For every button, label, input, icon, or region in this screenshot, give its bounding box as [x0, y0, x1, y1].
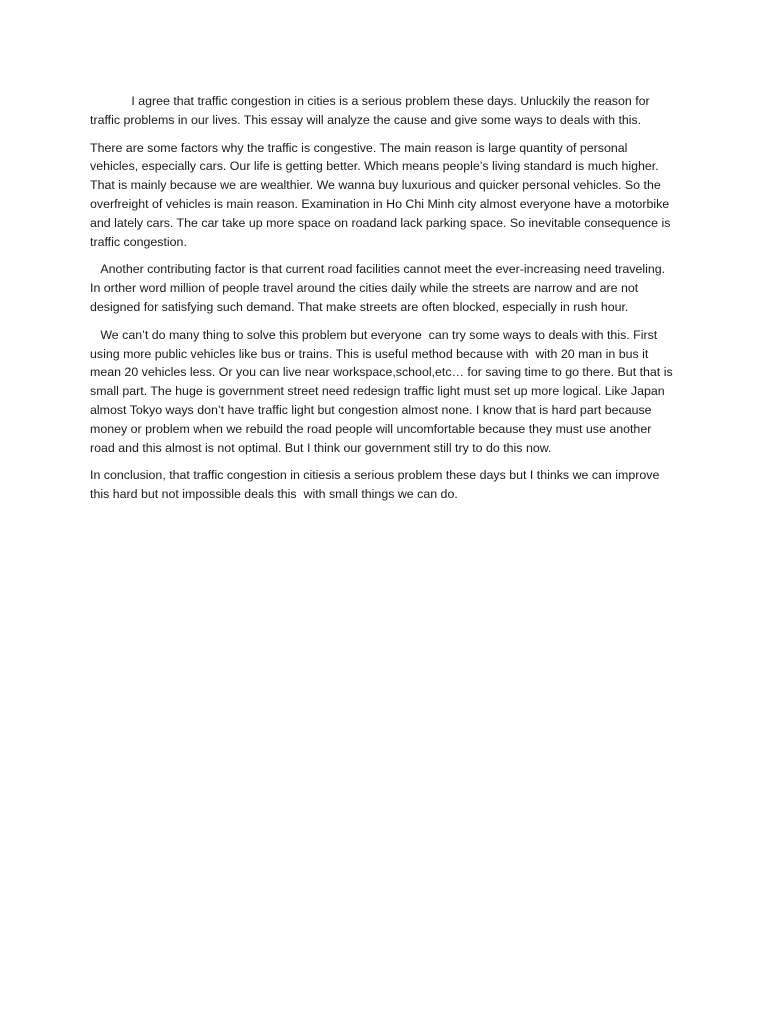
paragraph-solutions: We can’t do many thing to solve this problem but everyone can try some ways to deals with this. First using more public vehicles like bus or trains. This is useful method because with with 20 man in bus it mean 20 vehicles less. Or you can live near workspace,school,etc… for saving time to go there. But that is small part. The huge is government street need redesign traffic light must set up more logical. Like Japan almost Tokyo ways don’t have traffic light but congestion almost none. I know that is hard part because money or problem when we rebuild the road people will uncomfortable because they must use another road and this almost is not optimal. But I think our government still try to do this now.	[90, 327, 677, 455]
paragraph-intro: I agree that traffic congestion in cities is a serious problem these days. Unluckily the reason for traffic problems in our lives. This essay will analyze the cause and give some ways to deals with this.	[90, 94, 654, 127]
paragraph-causes: There are some factors why the traffic is congestive. The main reason is large quantity of personal vehicles, especially cars. Our life is getting better. Which means people’s living standard is much higher. That is mainly because we are wealthier. We wanna buy luxurious and quicker personal vehicles. So the overfreight of vehicles is main reason. Examination in Ho Chi Minh city almost everyone have a motorbike and lately cars. The car take up more space on roadand lack parking space. So inevitable consequence is traffic congestion.	[90, 140, 674, 249]
paragraph-conclusion: In conclusion, that traffic congestion in citiesis a serious problem these days but I thinks we can improve this hard but not impossible deals this with small things we can do.	[90, 468, 663, 502]
paragraph-road-facilities: Another contributing factor is that current road facilities cannot meet the ever-increasing need traveling. In orther word million of people travel around the cities daily while the streets are narrow and are not designed for satisfying such demand. That make streets are often blocked, especially in rush hour.	[90, 262, 669, 314]
essay-body	[90, 92, 678, 513]
